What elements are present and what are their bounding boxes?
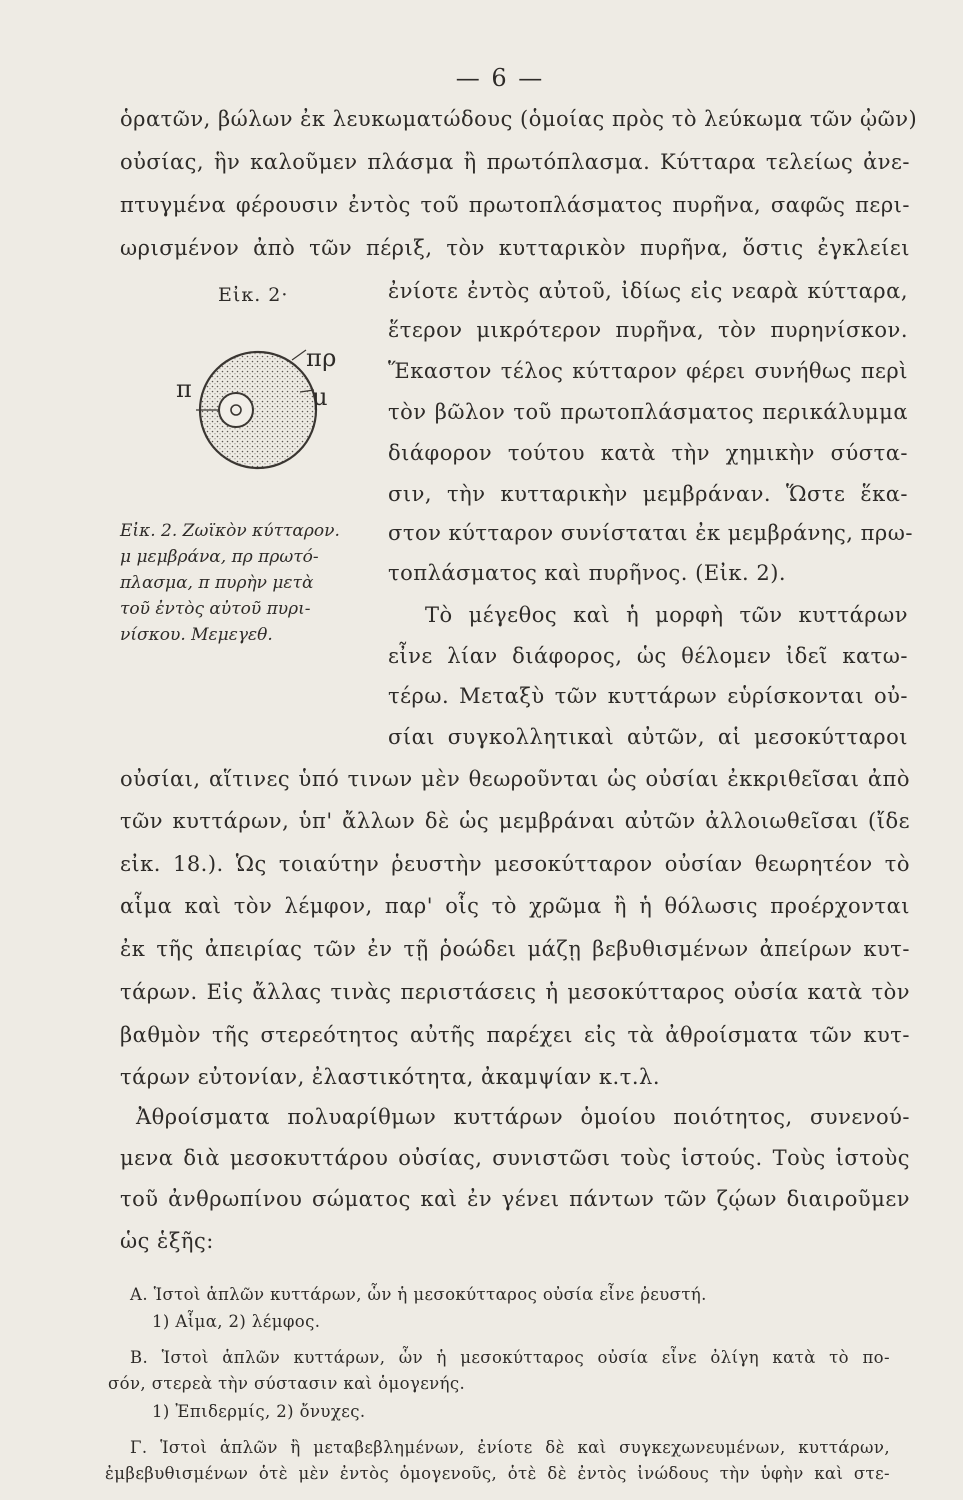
text-line: ωρισμένον ἀπὸ τῶν πέριξ, τὸν κυτταρικὸν πυρῆνα, ὅστις ἐγκλείει xyxy=(120,236,910,260)
text-line: σιν, τὴν κυτταρικὴν μεμβράναν. Ὥστε ἕκα- xyxy=(388,482,908,506)
list-item: Α. Ἱστοὶ ἁπλῶν κυττάρων, ὧν ἡ μεσοκύτταρος οὐσία εἶνε ῥευστή. xyxy=(130,1285,707,1304)
figure-caption-line: Εἰκ. 2. Ζωϊκὸν κύτταρον. xyxy=(120,521,340,541)
figure-caption-line: νίσκου. Μεμεγεθ. xyxy=(120,625,273,645)
list-item: Β. Ἱστοὶ ἁπλῶν κυττάρων, ὧν ἡ μεσοκύτταρος οὐσία εἶνε ὀλίγη κατὰ τὸ πο- xyxy=(130,1348,890,1367)
text-line: τοῦ ἀνθρωπίνου σώματος καὶ ἐν γένει πάντων τῶν ζῴων διαιροῦμεν xyxy=(120,1187,910,1211)
text-line: ὁρατῶν, βώλων ἐκ λευκωματώδους (ὁμοίας πρὸς τὸ λεύκωμα τῶν ᾠῶν) xyxy=(120,107,918,131)
text-line: Ἀθροίσματα πολυαρίθμων κυττάρων ὁμοίου ποιότητος, συνενού- xyxy=(136,1105,910,1129)
text-line: εἰκ. 18.). Ὡς τοιαύτην ῥευστὴν μεσοκύτταρον οὐσίαν θεωρητέον τὸ xyxy=(120,852,910,876)
figure-label-mu: μ xyxy=(312,383,329,411)
text-line: μενα διὰ μεσοκυττάρου οὐσίας, συνιστῶσι τοὺς ἱστούς. Τοὺς ἱστοὺς xyxy=(120,1146,910,1170)
figure-caption-line: πλασμα, π πυρὴν μετὰ xyxy=(120,573,314,593)
text-line: ἐκ τῆς ἀπειρίας τῶν ἐν τῇ ῥοώδει μάζῃ βεβυθισμένων ἀπείρων κυτ- xyxy=(120,937,910,961)
list-item: Γ. Ἱστοὶ ἁπλῶν ἢ μεταβεβλημένων, ἐνίοτε δὲ καὶ συγκεχωνευμένων, κυττάρων, xyxy=(130,1438,890,1457)
figure-title: Εἰκ. 2· xyxy=(218,284,289,306)
text-line: τέρω. Μεταξὺ τῶν κυττάρων εὑρίσκονται οὐ- xyxy=(388,684,908,708)
text-line: αἷμα καὶ τὸν λέμφον, παρ' οἷς τὸ χρῶμα ἢ ἡ θόλωσις προέρχονται xyxy=(120,894,910,918)
figure-label-pr: πρ xyxy=(306,344,337,372)
figure-caption-line: τοῦ ἐντὸς αὐτοῦ πυρι- xyxy=(120,599,311,619)
text-line: στον κύτταρον συνίσταται ἐκ μεμβράνης, πρω- xyxy=(388,521,913,545)
text-line: οὐσίαι, αἵτινες ὑπό τινων μὲν θεωροῦνται ὡς οὐσίαι ἐκκριθεῖσαι ἀπὸ xyxy=(120,767,910,791)
text-line: βαθμὸν τῆς στερεότητος αὐτῆς παρέχει εἰς τὰ ἀθροίσματα τῶν κυτ- xyxy=(120,1023,910,1047)
list-item: 1) Αἷμα, 2) λέμφος. xyxy=(152,1312,321,1331)
text-line: ἕτερον μικρότερον πυρῆνα, τὸν πυρηνίσκον. xyxy=(388,318,908,342)
list-item: ἐμβεβυθισμένων ὁτὲ μὲν ἐντὸς ὁμογενοῦς, ὁτὲ δὲ ἐντὸς ἰνώδους τὴν ὑφὴν καὶ στε- xyxy=(105,1464,890,1483)
text-line: τοπλάσματος καὶ πυρῆνος. (Εἰκ. 2). xyxy=(388,561,787,585)
figure-caption-line: μ μεμβράνα, πρ πρωτό- xyxy=(120,547,319,567)
text-line: ὡς ἑξῆς: xyxy=(120,1229,214,1253)
text-line: πτυγμένα φέρουσιν ἐντὸς τοῦ πρωτοπλάσματος πυρῆνα, σαφῶς περι- xyxy=(120,193,910,217)
text-line: σίαι συγκολλητικαὶ αὐτῶν, αἱ μεσοκύτταροι xyxy=(388,725,908,749)
pointer-line xyxy=(292,350,306,360)
text-line: διάφορον τούτου κατὰ τὴν χημικὴν σύστα- xyxy=(388,441,908,465)
cell-nucleolus xyxy=(231,405,241,415)
text-line: τὸν βῶλον τοῦ πρωτοπλάσματος περικάλυμμα xyxy=(388,400,908,424)
list-item: σόν, στερεὰ τὴν σύστασιν καὶ ὁμογενής. xyxy=(108,1374,466,1393)
page-number: — 6 — xyxy=(455,64,545,92)
figure-label-pi: π xyxy=(176,375,193,403)
text-line: οὐσίας, ἣν καλοῦμεν πλάσμα ἢ πρωτόπλασμα. Κύτταρα τελείως ἀνε- xyxy=(120,150,910,174)
text-line: εἶνε λίαν διάφορος, ὡς θέλομεν ἰδεῖ κατω- xyxy=(388,644,908,668)
text-line: τῶν κυττάρων, ὑπ' ἄλλων δὲ ὡς μεμβράναι αὐτῶν ἀλλοιωθεῖσαι (ἴδε xyxy=(120,809,910,833)
text-line: Τὸ μέγεθος καὶ ἡ μορφὴ τῶν κυττάρων xyxy=(425,603,908,627)
text-line: τάρων. Εἰς ἄλλας τινὰς περιστάσεις ἡ μεσοκύτταρος οὐσία κατὰ τὸν xyxy=(120,980,910,1004)
text-line: τάρων εὐτονίαν, ἐλαστικότητα, ἀκαμψίαν κ.τ.λ. xyxy=(120,1065,661,1089)
text-line: Ἕκαστον τέλος κύτταρον φέρει συνήθως περὶ xyxy=(388,359,908,383)
text-line: ἐνίοτε ἐντὸς αὐτοῦ, ἰδίως εἰς νεαρὰ κύτταρα, xyxy=(388,279,908,303)
list-item: 1) Ἐπιδερμίς, 2) ὄνυχες. xyxy=(152,1402,366,1421)
